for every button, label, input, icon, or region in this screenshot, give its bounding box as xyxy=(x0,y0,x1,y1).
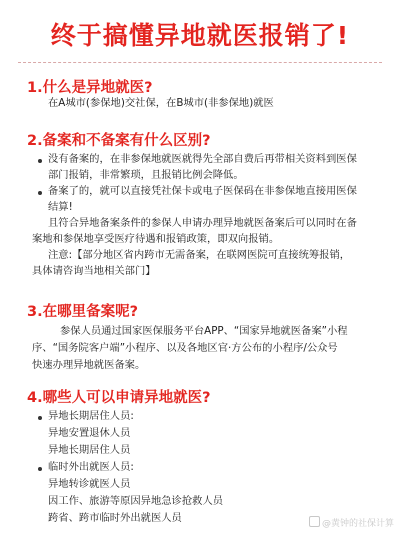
section-2-bullet-2-line-2: 结算! xyxy=(48,201,73,213)
group-2-item-1: 异地转诊就医人员 xyxy=(48,478,131,490)
section-2-para-line-2: 案地和参保地享受医疗待遇和报销政策，即双向报销。 xyxy=(32,233,280,245)
group-2-title: 临时外出就医人员: xyxy=(48,461,134,473)
section-3-line-2: 序、“国务院客户端”小程序、以及各地区官·方公布的小程序/公众号 xyxy=(32,342,338,354)
section-3-line-1: 参保人员通过国家医保服务平台APP、“国家异地就医备案”小程 xyxy=(60,325,348,337)
group-1-title: 异地长期居住人员: xyxy=(48,410,134,422)
group-1-item-1: 异地安置退休人员 xyxy=(48,427,131,439)
bullet-icon xyxy=(38,191,42,195)
section-1-text: 在A城市(参保地)交社保，在B城市(非参保地)就医 xyxy=(48,97,274,109)
section-2-note-line-1: 注意:【部分地区省内跨市无需备案，在联网医院可直接统筹报销， xyxy=(48,249,351,261)
title-divider xyxy=(18,62,382,63)
platform-logo-icon xyxy=(309,516,320,527)
section-2-heading: 2.备案和不备案有什么区别? xyxy=(27,133,211,149)
section-2-bullet-1-line-1: 没有备案的，在非参保地就医就得先全部自费后再带相关资料到医保 xyxy=(48,153,357,165)
group-2-item-2: 因工作、旅游等原因异地急诊抢救人员 xyxy=(48,495,224,507)
bullet-icon xyxy=(38,159,42,163)
section-2-para-line-1: 且符合异地备案条件的参保人申请办理异地就医备案后可以同时在备 xyxy=(48,217,357,229)
bullet-icon xyxy=(38,467,42,471)
group-1-item-2: 异地长期居住人员 xyxy=(48,444,131,456)
section-3-heading: 3.在哪里备案呢? xyxy=(27,304,139,320)
section-2-note-line-2: 具体请咨询当地相关部门】 xyxy=(32,265,156,277)
group-2-item-3: 跨省、跨市临时外出就医人员 xyxy=(48,512,182,524)
bullet-icon xyxy=(38,416,42,420)
section-4-heading: 4.哪些人可以申请异地就医? xyxy=(27,390,211,406)
page-title: 终于搞懂异地就医报销了! xyxy=(50,21,350,50)
section-2-bullet-2-line-1: 备案了的，就可以直接凭社保卡或电子医保码在非参保地直接用医保 xyxy=(48,185,357,197)
section-2-bullet-1-line-2: 部门报销，非常繁琐，且报销比例会降低。 xyxy=(48,169,244,181)
section-1-heading: 1.什么是异地就医? xyxy=(27,80,153,96)
watermark-text: @黄钟的社保计算 xyxy=(321,519,394,529)
section-3-line-3: 快速办理异地就医备案。 xyxy=(32,359,146,371)
watermark xyxy=(309,516,394,529)
